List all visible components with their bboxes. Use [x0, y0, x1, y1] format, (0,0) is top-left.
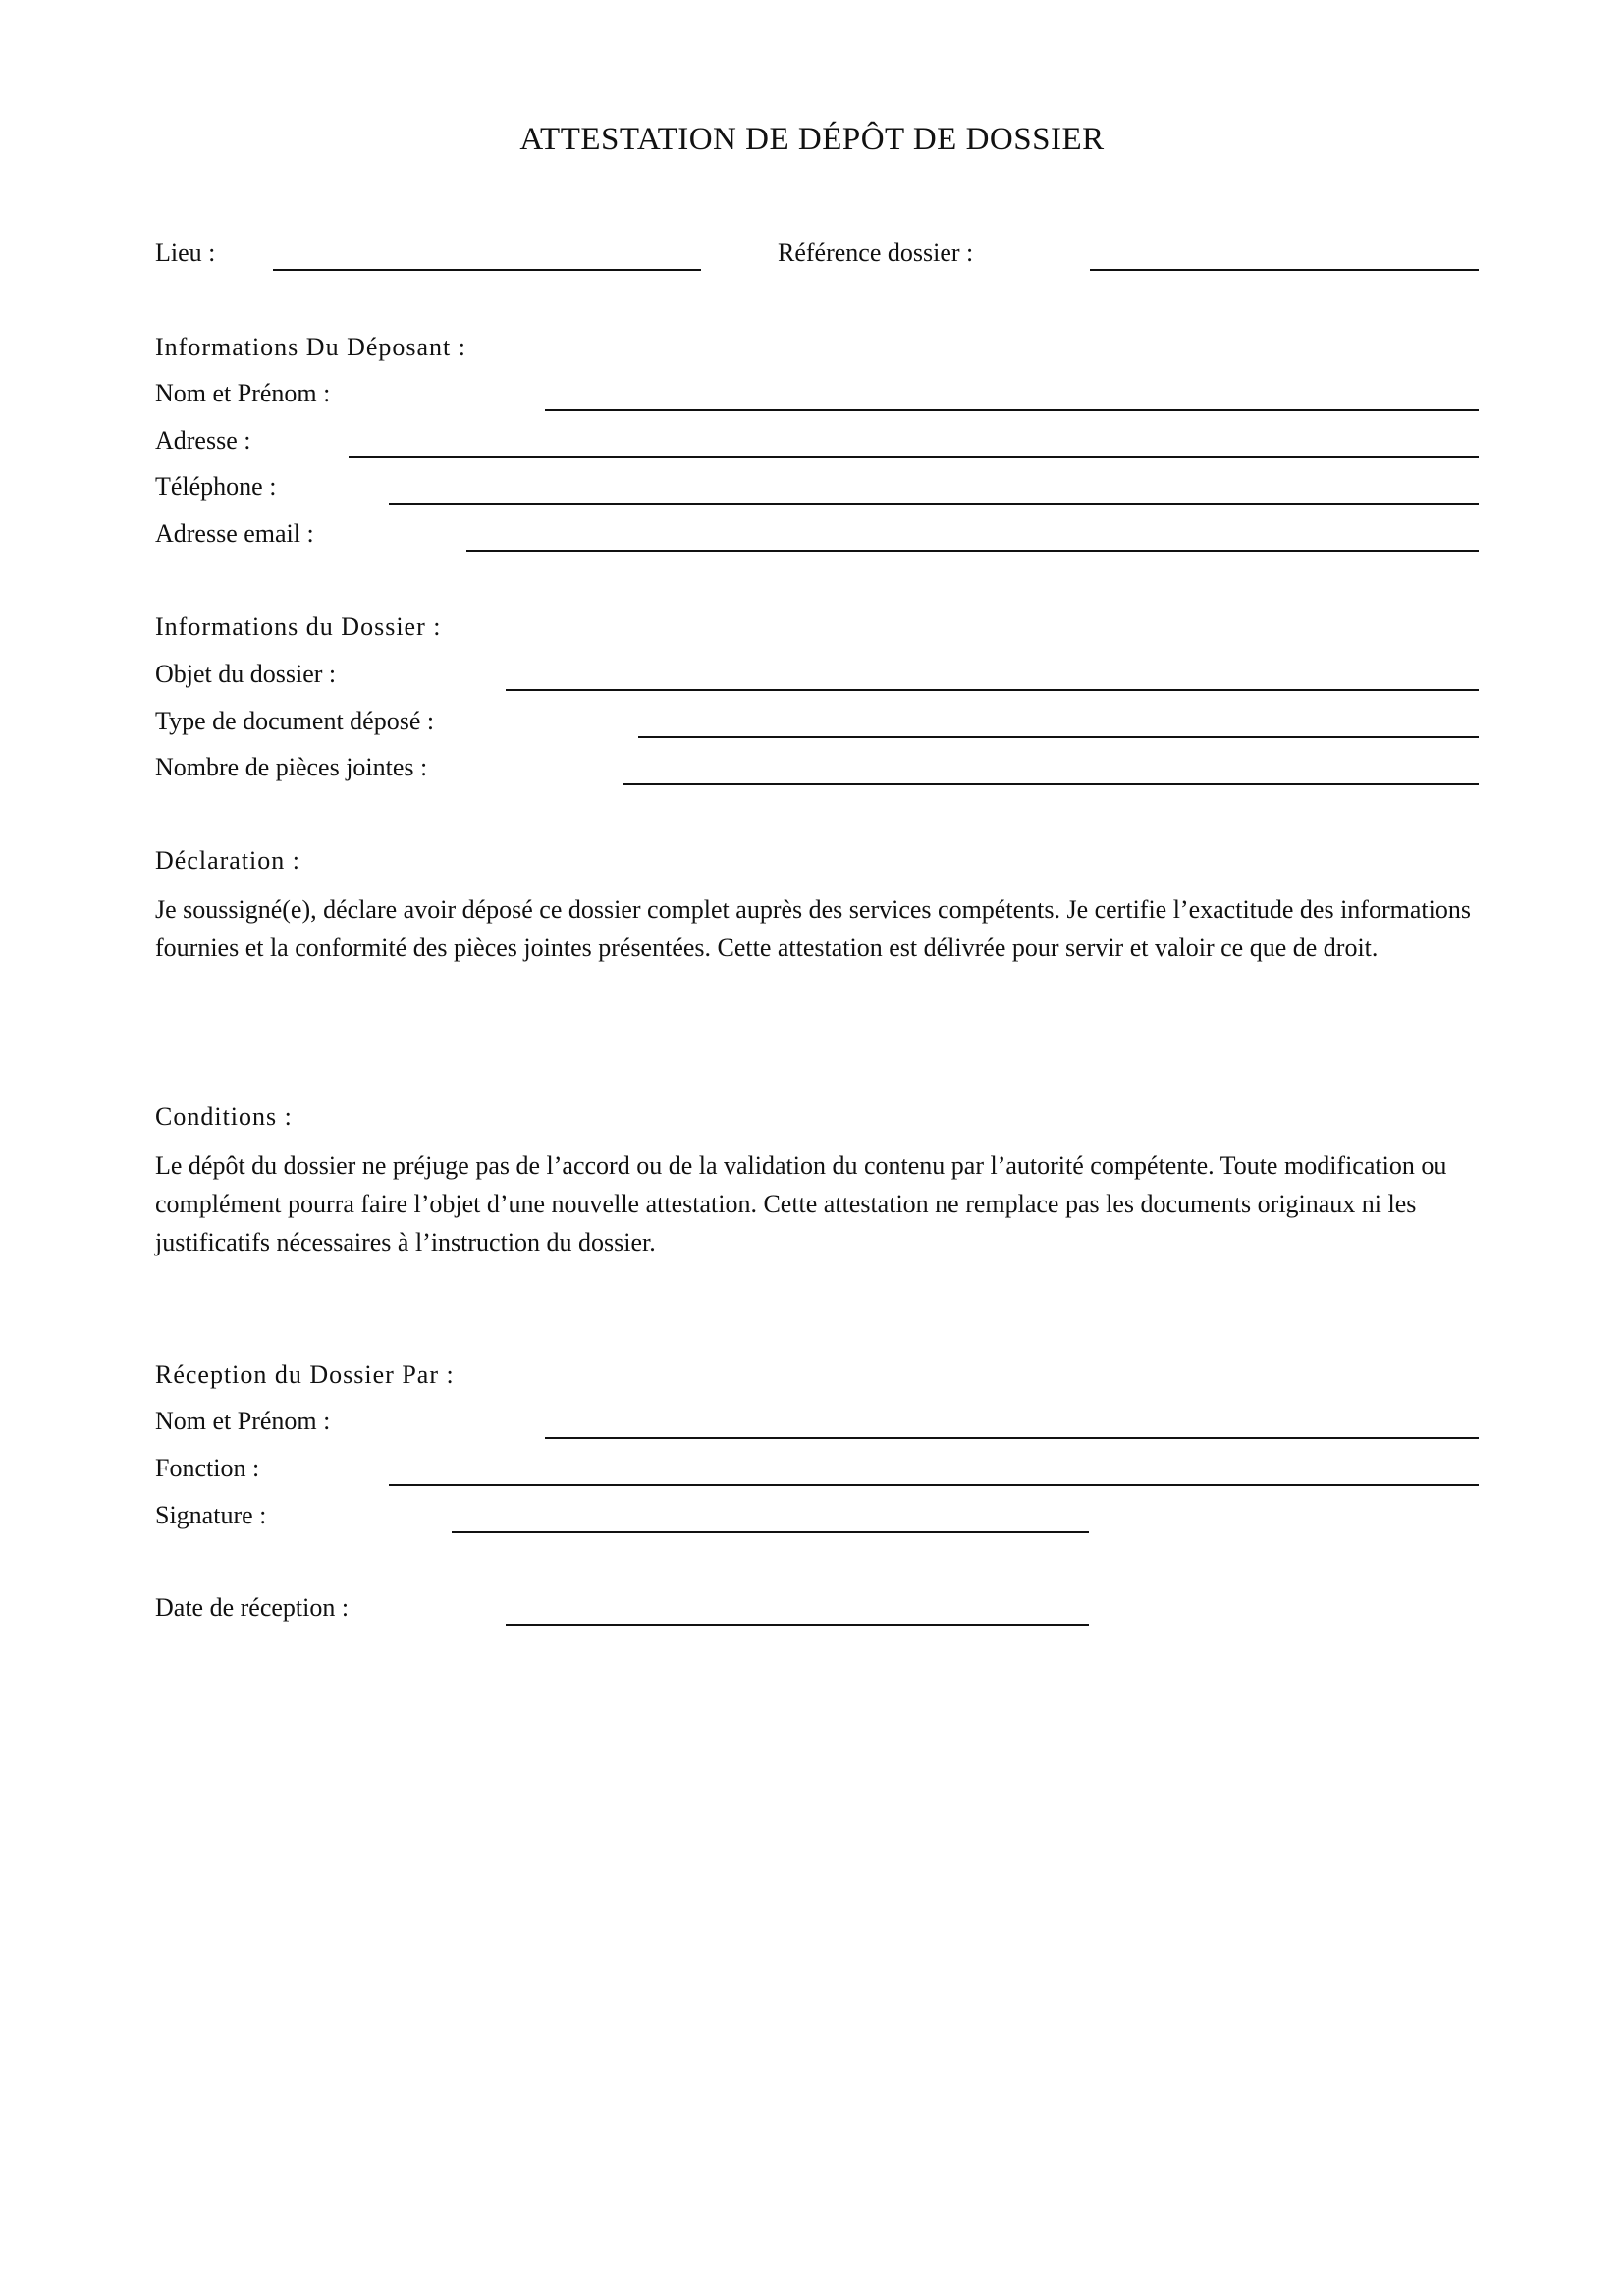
deposant-telephone-label: Téléphone : — [155, 472, 277, 501]
deposant-adresse-field[interactable] — [349, 456, 1479, 458]
declaration-heading: Déclaration : — [155, 846, 300, 875]
reception-signature-field[interactable] — [452, 1531, 1089, 1533]
lieu-field[interactable] — [273, 269, 701, 271]
reception-signature-label: Signature : — [155, 1501, 267, 1529]
lieu-label: Lieu : — [155, 239, 216, 267]
conditions-heading: Conditions : — [155, 1102, 293, 1131]
reception-date-field[interactable] — [506, 1624, 1089, 1626]
deposant-telephone-field[interactable] — [389, 503, 1479, 505]
reception-heading: Réception du Dossier Par : — [155, 1361, 455, 1389]
dossier-type-field[interactable] — [638, 736, 1479, 738]
deposant-email-field[interactable] — [466, 550, 1479, 552]
reception-fonction-label: Fonction : — [155, 1454, 260, 1482]
reference-label: Référence dossier : — [778, 239, 974, 267]
declaration-text: Je soussigné(e), déclare avoir déposé ce dossier complet auprès des services compétents. Je certifie l’exactitude des informations fournies et la conformité des pièces jointes présentées. Cette attestation est délivrée pour servir et valoir ce que de droit. — [155, 895, 1471, 962]
dossier-nombre-field[interactable] — [623, 783, 1479, 785]
dossier-objet-field[interactable] — [506, 689, 1479, 691]
deposant-nom-label: Nom et Prénom : — [155, 379, 331, 407]
reception-nom-field[interactable] — [545, 1437, 1479, 1439]
deposant-heading: Informations Du Déposant : — [155, 333, 467, 361]
reception-fonction-field[interactable] — [389, 1484, 1479, 1486]
dossier-objet-label: Objet du dossier : — [155, 660, 337, 688]
conditions-text: Le dépôt du dossier ne préjuge pas de l’accord ou de la validation du contenu par l’autorité compétente. Toute modification ou complément pourra faire l’objet d’une nouvelle attestation. Cette attestation ne remplace pas les documents originaux ni les justificatifs nécessaires à l’instruction du dossier. — [155, 1151, 1447, 1256]
dossier-nombre-label: Nombre de pièces jointes : — [155, 753, 428, 781]
dossier-type-label: Type de document déposé : — [155, 707, 435, 735]
document-title: ATTESTATION DE DÉPÔT DE DOSSIER — [519, 122, 1105, 157]
reception-date-label: Date de réception : — [155, 1593, 350, 1622]
deposant-nom-field[interactable] — [545, 409, 1479, 411]
deposant-adresse-label: Adresse : — [155, 426, 251, 454]
deposant-email-label: Adresse email : — [155, 519, 314, 548]
reference-field[interactable] — [1090, 269, 1479, 271]
reception-nom-label: Nom et Prénom : — [155, 1407, 331, 1435]
dossier-heading: Informations du Dossier : — [155, 613, 442, 641]
